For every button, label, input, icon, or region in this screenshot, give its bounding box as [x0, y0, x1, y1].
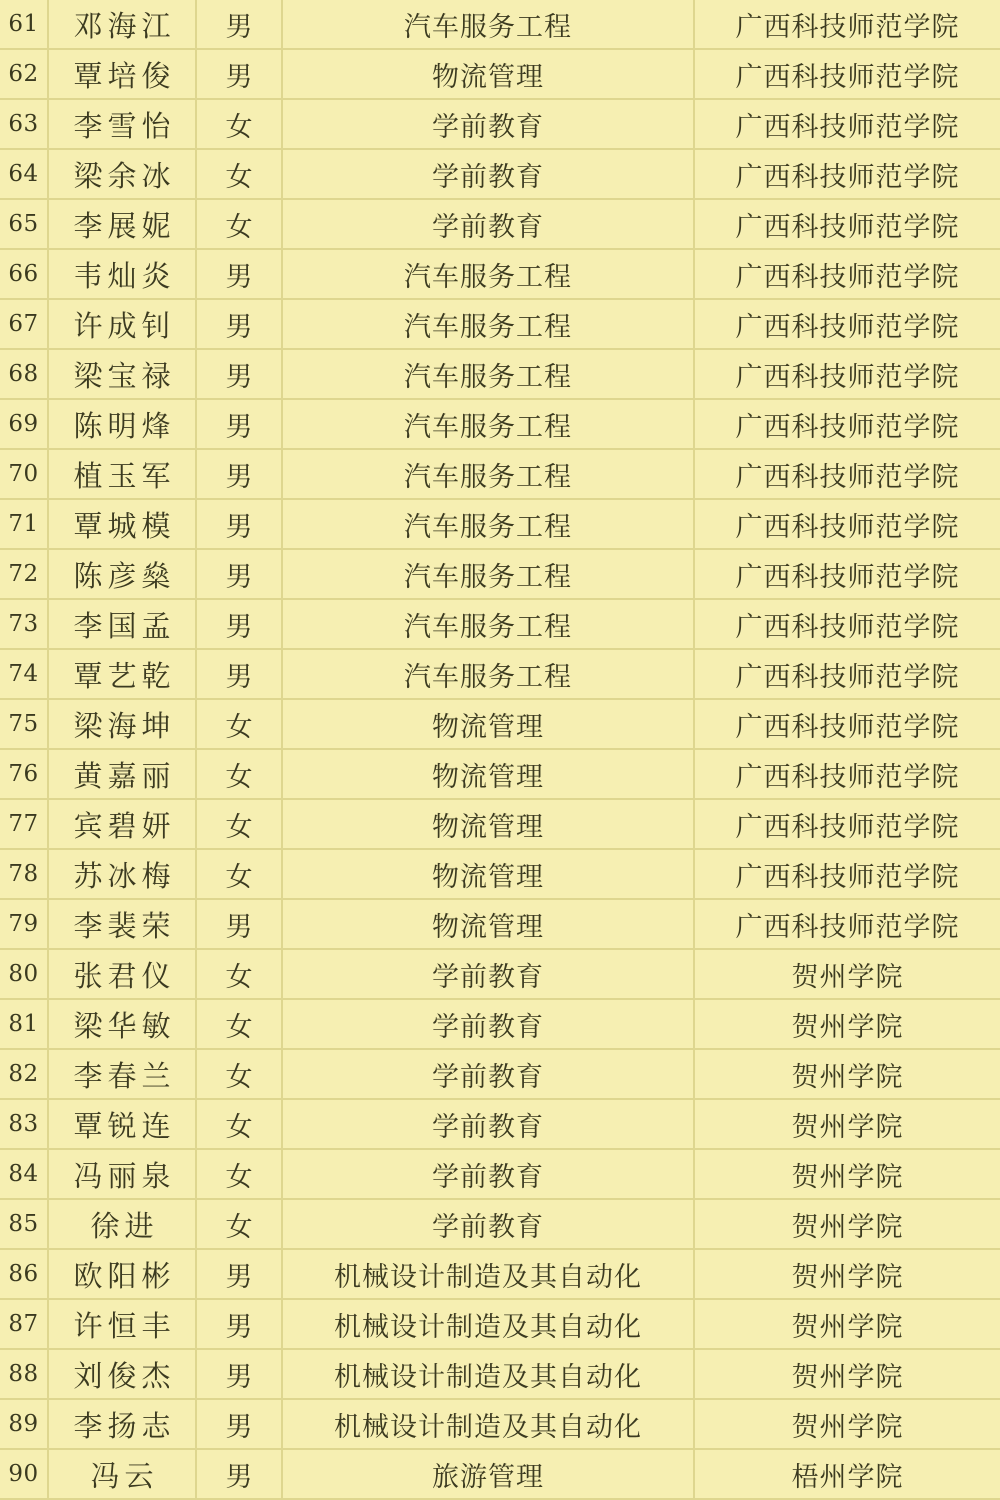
row-name-cell: 许成钊 [48, 299, 196, 349]
row-sex-cell: 女 [196, 799, 282, 849]
row-school-cell: 广西科技师范学院 [694, 49, 1000, 99]
row-school-cell: 广西科技师范学院 [694, 199, 1000, 249]
row-school-cell: 广西科技师范学院 [694, 0, 1000, 49]
row-name-cell: 陈明烽 [48, 399, 196, 449]
row-major-cell: 汽车服务工程 [282, 0, 694, 49]
table-row [0, 499, 1000, 549]
row-index-cell: 63 [0, 99, 48, 149]
row-index-cell: 73 [0, 599, 48, 649]
row-name-cell: 覃锐连 [48, 1099, 196, 1149]
row-major-cell: 学前教育 [282, 949, 694, 999]
row-name-cell: 宾碧妍 [48, 799, 196, 849]
row-major-cell: 汽车服务工程 [282, 649, 694, 699]
row-sex-cell: 女 [196, 949, 282, 999]
row-school-cell: 广西科技师范学院 [694, 599, 1000, 649]
row-index-cell: 90 [0, 1449, 48, 1499]
row-name-cell: 苏冰梅 [48, 849, 196, 899]
table-row [0, 799, 1000, 849]
row-major-cell: 汽车服务工程 [282, 599, 694, 649]
row-major-cell: 汽车服务工程 [282, 299, 694, 349]
row-major-cell: 物流管理 [282, 49, 694, 99]
row-school-cell: 广西科技师范学院 [694, 399, 1000, 449]
row-school-cell: 广西科技师范学院 [694, 499, 1000, 549]
row-school-cell: 梧州学院 [694, 1449, 1000, 1499]
row-sex-cell: 男 [196, 249, 282, 299]
row-sex-cell: 女 [196, 199, 282, 249]
row-sex-cell: 女 [196, 1199, 282, 1249]
row-sex-cell: 男 [196, 899, 282, 949]
row-sex-cell: 男 [196, 1399, 282, 1449]
row-sex-cell: 女 [196, 999, 282, 1049]
table-row [0, 149, 1000, 199]
row-name-cell: 梁华敏 [48, 999, 196, 1049]
row-major-cell: 学前教育 [282, 199, 694, 249]
row-sex-cell: 女 [196, 99, 282, 149]
row-index-cell: 86 [0, 1249, 48, 1299]
row-name-cell: 梁海坤 [48, 699, 196, 749]
row-sex-cell: 男 [196, 649, 282, 699]
row-sex-cell: 女 [196, 749, 282, 799]
row-name-cell: 梁宝禄 [48, 349, 196, 399]
row-name-cell: 李扬志 [48, 1399, 196, 1449]
row-sex-cell: 男 [196, 549, 282, 599]
row-name-cell: 李雪怡 [48, 99, 196, 149]
row-school-cell: 贺州学院 [694, 1249, 1000, 1299]
row-index-cell: 80 [0, 949, 48, 999]
row-index-cell: 87 [0, 1299, 48, 1349]
row-school-cell: 广西科技师范学院 [694, 849, 1000, 899]
row-school-cell: 广西科技师范学院 [694, 649, 1000, 699]
row-major-cell: 旅游管理 [282, 1449, 694, 1499]
row-index-cell: 88 [0, 1349, 48, 1399]
row-name-cell: 刘俊杰 [48, 1349, 196, 1399]
row-name-cell: 李展妮 [48, 199, 196, 249]
table-row [0, 549, 1000, 599]
row-sex-cell: 男 [196, 399, 282, 449]
row-index-cell: 75 [0, 699, 48, 749]
table-row [0, 649, 1000, 699]
row-school-cell: 广西科技师范学院 [694, 249, 1000, 299]
row-sex-cell: 男 [196, 299, 282, 349]
row-index-cell: 79 [0, 899, 48, 949]
row-school-cell: 贺州学院 [694, 1049, 1000, 1099]
row-sex-cell: 男 [196, 1299, 282, 1349]
table-row [0, 449, 1000, 499]
row-sex-cell: 女 [196, 1099, 282, 1149]
row-major-cell: 汽车服务工程 [282, 349, 694, 399]
row-index-cell: 61 [0, 0, 48, 49]
row-name-cell: 覃城模 [48, 499, 196, 549]
row-index-cell: 78 [0, 849, 48, 899]
table-row [0, 599, 1000, 649]
row-school-cell: 贺州学院 [694, 999, 1000, 1049]
table-row [0, 1099, 1000, 1149]
row-major-cell: 物流管理 [282, 899, 694, 949]
row-school-cell: 广西科技师范学院 [694, 699, 1000, 749]
row-school-cell: 贺州学院 [694, 1199, 1000, 1249]
row-major-cell: 物流管理 [282, 799, 694, 849]
row-major-cell: 物流管理 [282, 849, 694, 899]
row-index-cell: 62 [0, 49, 48, 99]
row-sex-cell: 男 [196, 49, 282, 99]
table-row [0, 1249, 1000, 1299]
row-index-cell: 81 [0, 999, 48, 1049]
row-name-cell: 覃艺乾 [48, 649, 196, 699]
row-name-cell: 陈彦燊 [48, 549, 196, 599]
row-index-cell: 82 [0, 1049, 48, 1099]
row-school-cell: 贺州学院 [694, 1399, 1000, 1449]
row-major-cell: 汽车服务工程 [282, 449, 694, 499]
row-major-cell: 汽车服务工程 [282, 549, 694, 599]
row-major-cell: 物流管理 [282, 699, 694, 749]
row-school-cell: 广西科技师范学院 [694, 349, 1000, 399]
table-row [0, 1349, 1000, 1399]
row-sex-cell: 男 [196, 1249, 282, 1299]
row-school-cell: 贺州学院 [694, 1149, 1000, 1199]
row-index-cell: 66 [0, 249, 48, 299]
table-row [0, 1449, 1000, 1499]
row-name-cell: 欧阳彬 [48, 1249, 196, 1299]
row-name-cell: 邓海江 [48, 0, 196, 49]
table-row [0, 199, 1000, 249]
table-row [0, 1199, 1000, 1249]
row-school-cell: 广西科技师范学院 [694, 799, 1000, 849]
row-school-cell: 广西科技师范学院 [694, 299, 1000, 349]
table-row [0, 699, 1000, 749]
row-major-cell: 汽车服务工程 [282, 499, 694, 549]
row-major-cell: 学前教育 [282, 1199, 694, 1249]
row-name-cell: 冯丽泉 [48, 1149, 196, 1199]
table-row [0, 849, 1000, 899]
row-sex-cell: 男 [196, 0, 282, 49]
row-school-cell: 广西科技师范学院 [694, 449, 1000, 499]
row-index-cell: 83 [0, 1099, 48, 1149]
row-name-cell: 李裴荣 [48, 899, 196, 949]
row-name-cell: 徐进 [48, 1199, 196, 1249]
row-name-cell: 李国孟 [48, 599, 196, 649]
row-school-cell: 贺州学院 [694, 949, 1000, 999]
row-index-cell: 67 [0, 299, 48, 349]
row-index-cell: 68 [0, 349, 48, 399]
table-row [0, 249, 1000, 299]
row-sex-cell: 男 [196, 599, 282, 649]
row-index-cell: 69 [0, 399, 48, 449]
row-school-cell: 贺州学院 [694, 1099, 1000, 1149]
row-school-cell: 广西科技师范学院 [694, 749, 1000, 799]
table-row [0, 999, 1000, 1049]
row-index-cell: 76 [0, 749, 48, 799]
table-row [0, 49, 1000, 99]
row-sex-cell: 女 [196, 849, 282, 899]
row-sex-cell: 男 [196, 449, 282, 499]
row-major-cell: 学前教育 [282, 1099, 694, 1149]
row-major-cell: 物流管理 [282, 749, 694, 799]
row-major-cell: 汽车服务工程 [282, 399, 694, 449]
row-school-cell: 广西科技师范学院 [694, 549, 1000, 599]
row-sex-cell: 女 [196, 149, 282, 199]
row-major-cell: 机械设计制造及其自动化 [282, 1349, 694, 1399]
row-school-cell: 广西科技师范学院 [694, 99, 1000, 149]
row-major-cell: 学前教育 [282, 1049, 694, 1099]
table-row [0, 1399, 1000, 1449]
row-school-cell: 广西科技师范学院 [694, 899, 1000, 949]
row-name-cell: 张君仪 [48, 949, 196, 999]
row-index-cell: 85 [0, 1199, 48, 1249]
row-sex-cell: 女 [196, 1049, 282, 1099]
row-school-cell: 贺州学院 [694, 1349, 1000, 1399]
table-row [0, 0, 1000, 49]
table-row [0, 1049, 1000, 1099]
row-major-cell: 机械设计制造及其自动化 [282, 1249, 694, 1299]
row-index-cell: 70 [0, 449, 48, 499]
table-row [0, 1149, 1000, 1199]
table-row [0, 949, 1000, 999]
row-index-cell: 71 [0, 499, 48, 549]
row-sex-cell: 男 [196, 1449, 282, 1499]
row-sex-cell: 男 [196, 1349, 282, 1399]
row-major-cell: 学前教育 [282, 99, 694, 149]
table-row [0, 99, 1000, 149]
row-index-cell: 84 [0, 1149, 48, 1199]
row-school-cell: 广西科技师范学院 [694, 149, 1000, 199]
row-index-cell: 64 [0, 149, 48, 199]
row-name-cell: 植玉军 [48, 449, 196, 499]
row-major-cell: 学前教育 [282, 999, 694, 1049]
row-major-cell: 机械设计制造及其自动化 [282, 1299, 694, 1349]
row-name-cell: 冯云 [48, 1449, 196, 1499]
row-index-cell: 65 [0, 199, 48, 249]
row-name-cell: 许恒丰 [48, 1299, 196, 1349]
table-row [0, 899, 1000, 949]
row-sex-cell: 男 [196, 349, 282, 399]
row-name-cell: 黄嘉丽 [48, 749, 196, 799]
table-row [0, 1299, 1000, 1349]
table-row [0, 349, 1000, 399]
row-name-cell: 覃培俊 [48, 49, 196, 99]
row-major-cell: 学前教育 [282, 1149, 694, 1199]
row-school-cell: 贺州学院 [694, 1299, 1000, 1349]
row-name-cell: 韦灿炎 [48, 249, 196, 299]
table-row [0, 399, 1000, 449]
row-sex-cell: 男 [196, 499, 282, 549]
table-row [0, 299, 1000, 349]
row-index-cell: 72 [0, 549, 48, 599]
row-name-cell: 李春兰 [48, 1049, 196, 1099]
row-major-cell: 学前教育 [282, 149, 694, 199]
row-index-cell: 77 [0, 799, 48, 849]
row-major-cell: 汽车服务工程 [282, 249, 694, 299]
row-sex-cell: 女 [196, 699, 282, 749]
row-sex-cell: 女 [196, 1149, 282, 1199]
row-index-cell: 89 [0, 1399, 48, 1449]
table-row [0, 749, 1000, 799]
row-name-cell: 梁余冰 [48, 149, 196, 199]
row-index-cell: 74 [0, 649, 48, 699]
row-major-cell: 机械设计制造及其自动化 [282, 1399, 694, 1449]
